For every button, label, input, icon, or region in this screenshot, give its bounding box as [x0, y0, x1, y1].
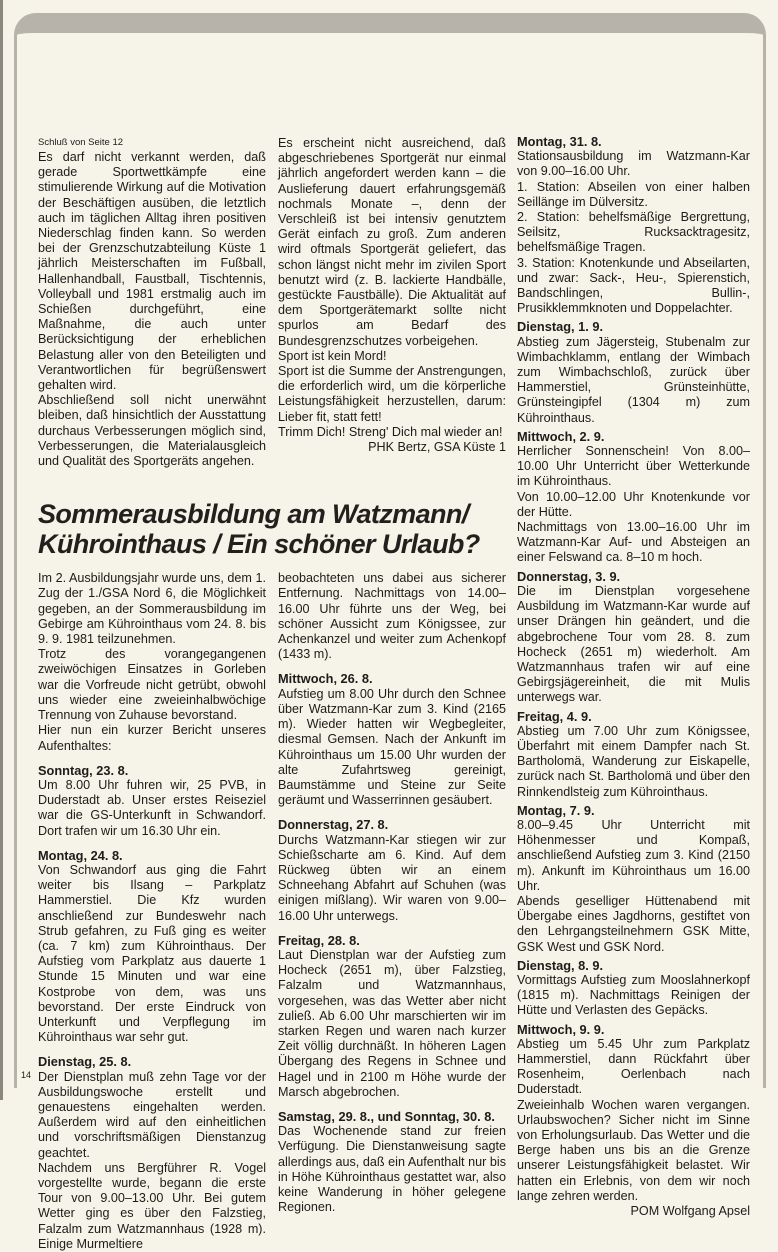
paragraph: Die im Dienstplan vorgesehene Ausbildung im Watzmann-Kar wurde auf unser Drängen hin geändert, und die abgebrochene Tour vom 28. 8. zum Hocheck (2651 m) wiederholt. Am Watzmannhaus trafen wir auf eine Gebirgsjägereinheit, die mit Mulis unterwegs war. [517, 583, 750, 705]
continued-article-column-1 [38, 136, 266, 469]
title-line-1: Sommerausbildung am Watzmann/ [38, 499, 469, 530]
day-heading: Sonntag, 23. 8. [38, 762, 129, 778]
day-section [517, 709, 750, 800]
article-column-left [38, 571, 266, 1252]
paragraph: Es erscheint nicht ausreichend, daß abgeschriebenes Sportgerät nur einmal jährlich angefordert werden kann – die Auslieferung dauert erfahrungsgemäß nochmals Monate –, denn der Verschleiß ist bei intensiv genutztem Gerät einfach zu groß. Zum anderen wird oftmals Sportgerät geliefert, das schon längst nicht mehr im zivilen Sport benutzt wird (z. B. lackierte Handbälle, gestückte Faustbälle). Die Aktualität auf dem Sportgerätemarkt sollte nicht spurlos am Bedarf des Bundesgrenzschutzes vorbeigehen. [278, 136, 506, 348]
day-heading: Mittwoch, 2. 9. [517, 428, 605, 444]
article-column-right [517, 134, 750, 1219]
paragraph: Laut Dienstplan war der Aufstieg zum Hocheck (2651 m), über Falzstieg, Falzalm und Watzmannhaus, vorgesehen, was das Wetter aber nicht zuließ. Ab 6.00 Uhr marschierten wir im starken Regen und waren nach kurzer Zeit völlig durchnäßt. In höheren Lagen Übergang des Regens in Schnee und Hagel und in 2100 m Höhe wurde der Marsch abgebrochen. [278, 947, 506, 1099]
paragraph: Nachdem uns Bergführer R. Vogel vorgestellte wurde, begann die erste Tour von 9.00–13.00 Uhr. Bei gutem Wetter ging es über den Falzstieg, Falzalm zum Watzmannhaus (1928 m). Einige Murmeltiere [38, 1160, 266, 1251]
paragraph: Es darf nicht verkannt werden, daß gerade Sportwettkämpfe eine stimulierende Wirkung auf die Motivation der Beschäftigen ausüben, die letztlich auch im täglichen Alltag ihren positiven Niederschlag finden kann. So werden bei der Grenzschutzabteilung Küste 1 jährlich Meisterschaften im Fußball, Hallenhandball, Faustball, Tischtennis, Volleyball und 1981 erstmalig auch im Schießen durchgeführt, eine Maßnahme, die auch unter Berücksichtigung der erheblichen Belastung aller von den Beteiligten und Verantwortlichen für begrüßenswert gehalten wird. [38, 150, 266, 393]
paragraph: Abstieg zum Jägersteig, Stubenalm zur Wimbachklamm, entlang der Wimbach zum Wimbachschloß, zurück über Hammerstiel, Grünsteinhütte, Grünsteingipfel (1304 m) zum Kührointhaus. [517, 334, 750, 425]
paragraph: Im 2. Ausbildungsjahr wurde uns, dem 1. Zug der 1./GSA Nord 6, die Möglichkeit gegeben, an der Sommerausbildung im Gebirge am Kührointhaus vom 24. 8. bis 9. 9. 1981 teilzunehmen. [38, 571, 266, 647]
paragraph: Von 10.00–12.00 Uhr Knotenkunde vor der Hütte. [517, 489, 750, 519]
day-heading: Donnerstag, 3. 9. [517, 568, 621, 584]
day-heading: Samstag, 29. 8., und Sonntag, 30. 8. [278, 1108, 495, 1124]
day-heading: Mittwoch, 9. 9. [517, 1021, 605, 1037]
paragraph: Aufstieg um 8.00 Uhr durch den Schnee über Watzmann-Kar zum 3. Kind (2165 m). Wieder hatten wir Wegbegleiter, diesmal Gemsen. Nach der Ankunft im Kührointhaus um 15.00 Uhr wurden der alte Zufahrtsweg gereinigt, Baumstämme und Steine zur Seite geräumt und Wasserrinnen gesäubert. [278, 686, 506, 808]
continuation-note: Schluß von Seite 12 [38, 137, 124, 148]
day-heading: Montag, 24. 8. [38, 847, 123, 863]
day-heading: Dienstag, 25. 8. [38, 1054, 132, 1070]
day-section [278, 1109, 506, 1215]
day-section [517, 803, 750, 955]
day-section [517, 134, 750, 316]
paragraph: Hier nun ein kurzer Bericht unseres Aufenthaltes: [38, 723, 266, 753]
paragraph: Abstieg um 5.45 Uhr zum Parkplatz Hammerstiel, dann Rückfahrt über Rosenheim, Oerlenbach nach Duderstadt. [517, 1036, 750, 1097]
paragraph: Stationsausbildung im Watzmann-Kar von 9.00–16.00 Uhr. [517, 149, 750, 179]
paragraph: 8.00–9.45 Uhr Unterricht mit Höhenmesser und Kompaß, anschließend Aufstieg zum 3. Kind (2150 m). Ankunft im Kührointhaus um 16.00 Uhr. [517, 817, 750, 893]
paragraph: Abstieg um 7.00 Uhr zum Königssee, Überfahrt mit einem Dampfer nach St. Bartholomä, Wanderung zur Eiskapelle, zurück nach St. Bartholomä und über den Rinnkendlsteig zum Kührointhaus. [517, 723, 750, 799]
paragraph: Von Schwandorf aus ging die Fahrt weiter bis Ilsang – Parkplatz Hammerstiel. Die Kfz wurden anschließend zur Bundeswehr nach Strub gefahren, zu Fuß ging es weiter (ca. 7 km) zum Kührointhaus. Der Aufstieg vom Parkplatz aus dauerte 1 Stunde 15 Minuten und war eine Kostprobe von dem, was uns bevorstand. Der erste Eindruck von Unterkunft und Verpflegung im Kührointhaus war sehr gut. [38, 862, 266, 1045]
day-heading: Donnerstag, 27. 8. [278, 817, 389, 833]
paragraph: Durchs Watzmann-Kar stiegen wir zur Schießscharte am 6. Kind. Auf dem Rückweg übten wir an einem Schneehang Abfahrt auf Schuhen (was einigen mißlang). Wir waren von 9.00–16.00 Uhr unterwegs. [278, 832, 506, 923]
paragraph: 1. Station: Abseilen von einer halben Seillänge im Dülversitz. [517, 179, 750, 209]
paragraph: Herrlicher Sonnenschein! Von 8.00–10.00 Uhr Unterricht über Wetterkunde im Kührointhaus. [517, 444, 750, 489]
article-body-left [38, 571, 506, 1252]
day-section [38, 763, 266, 839]
paragraph: Zweieinhalb Wochen waren vergangen. Urlaubswochen? Sicher nicht im Sinne von Erholungsurlaub. Das Wetter und die Berge haben uns bis an die Grenze unserer Leistungsfähigkeit belastet. Wir hatten ein Erlebnis, von dem wir noch lange zehren werden. [517, 1097, 750, 1203]
day-section [38, 848, 266, 1046]
day-heading: Mittwoch, 26. 8. [278, 671, 373, 687]
paragraph: 2. Station: behelfsmäßige Bergrettung, Seilsitz, Rucksacktragesitz, behelfsmäßige Tragen. [517, 210, 750, 255]
day-section [278, 817, 506, 923]
continued-article-column-2 [278, 136, 506, 455]
paragraph: Um 8.00 Uhr fuhren wir, 25 PVB, in Duderstadt ab. Unser erstes Reiseziel war die GS-Unterkunft in Schwandorf. Dort trafen wir um 16.30 Uhr ein. [38, 777, 266, 838]
day-section [38, 1054, 266, 1252]
paragraph: beobachteten uns dabei aus sicherer Entfernung. Nachmittags von 14.00–16.00 Uhr führte uns der Weg, bei schöner Aussicht zum Königssee, zur Achenkanzel und weiter zum Achenkopf (1433 m). [278, 571, 506, 662]
day-heading: Freitag, 28. 8. [278, 932, 360, 948]
day-heading: Freitag, 4. 9. [517, 708, 592, 724]
continued-article [38, 136, 506, 469]
day-section [278, 671, 506, 808]
day-section [517, 569, 750, 706]
day-heading: Montag, 7. 9. [517, 802, 595, 818]
paragraph: Sport ist kein Mord! [278, 348, 387, 363]
paragraph: Sport ist die Summe der Anstrengungen, die erforderlich wird, um die körperliche Leistungsfähigkeit herzustellen, darum: Lieber fit, statt fett! [278, 364, 506, 424]
day-section [517, 429, 750, 566]
paragraph: Nachmittags von 13.00–16.00 Uhr im Watzmann-Kar Auf- und Absteigen an einer Felswand ca. 8–10 m hoch. [517, 520, 750, 565]
day-heading: Dienstag, 8. 9. [517, 957, 604, 973]
day-heading: Montag, 31. 8. [517, 134, 602, 149]
day-heading: Dienstag, 1. 9. [517, 319, 604, 335]
paragraph: Trimm Dich! Streng' Dich mal wieder an! [278, 424, 503, 439]
left-content-area [38, 136, 506, 1252]
page-number: 14 [21, 1070, 32, 1080]
scan-edge [0, 0, 3, 1100]
author-signature: POM Wolfgang Apsel [630, 1204, 750, 1219]
paragraph: Trotz des vorangegangenen zweiwöchigen Einsatzes in Gorleben war die Vorfreude nicht getrübt, obwohl uns wieder eine zweieinhalbwöchige Trennung von Zuhause bevorstand. [38, 647, 266, 723]
day-section [517, 958, 750, 1019]
paragraph: 3. Station: Knotenkunde und Abseilarten, und zwar: Sack-, Heu-, Spierenstich, Bandschlingen, Bullin-, Prusikklemmknoten und Doppelachter. [517, 255, 750, 316]
article-column-middle [278, 571, 506, 1215]
day-section [517, 1022, 750, 1204]
paragraph: Der Dienstplan muß zehn Tage vor der Ausbildungswoche erstellt und genauestens eingehalten werden. Außerdem wird auf den einheitlichen und vorschriftsmäßigen Dienstanzug geachtet. [38, 1069, 266, 1160]
paragraph: Abends geselliger Hüttenabend mit Übergabe eines Jagdhorns, gestiftet von den Lehrgangsteilnehmern GSK Mitte, GSK West und GSK Nord. [517, 893, 750, 954]
day-section [517, 319, 750, 425]
author-signature: PHK Bertz, GSA Küste 1 [368, 440, 506, 455]
day-section [278, 933, 506, 1100]
article-title [38, 499, 506, 559]
paragraph: Abschließend soll nicht unerwähnt bleiben, daß hinsichtlich der Ausstattung durchaus Verbesserungen möglich sind, Verbesserungen, die Materialausgleich und Qualität des Sportgeräts angehen. [38, 393, 266, 469]
paragraph: Vormittags Aufstieg zum Mooslahnerkopf (1815 m). Nachmittags Reinigen der Hütte und Verlasten des Gepäcks. [517, 972, 750, 1018]
title-line-2: Kührointhaus / Ein schöner Urlaub? [38, 529, 480, 560]
paragraph: Das Wochenende stand zur freien Verfügung. Die Dienstanweisung sagte allerdings aus, daß ein Aufenthalt nur bis in Höhe Kührointhaus gestattet war, also keine Wanderung in höher gelegene Regionen. [278, 1124, 506, 1215]
